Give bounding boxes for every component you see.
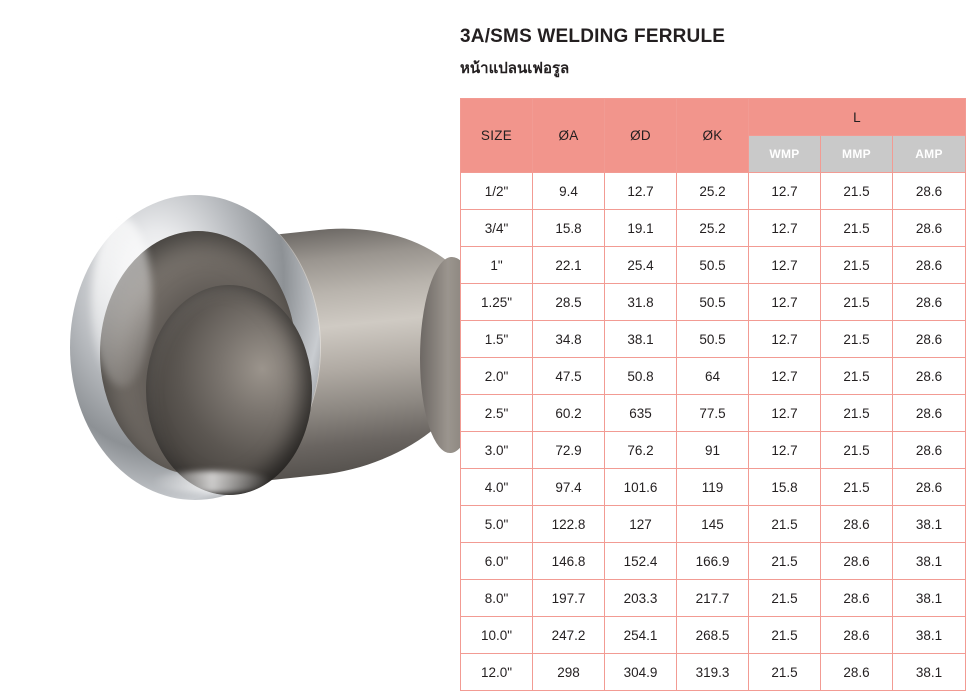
cell-mmp: 21.5 [821,395,893,432]
cell-wmp: 12.7 [749,247,821,284]
product-image [0,0,450,685]
cell-mmp: 28.6 [821,506,893,543]
cell-size: 1/2" [461,173,533,210]
column-header-l-group: L [749,99,966,136]
cell-od: 203.3 [605,580,677,617]
cell-ok: 217.7 [677,580,749,617]
cell-wmp: 12.7 [749,321,821,358]
cell-mmp: 21.5 [821,432,893,469]
cell-ok: 166.9 [677,543,749,580]
cell-amp: 28.6 [893,395,966,432]
cell-od: 152.4 [605,543,677,580]
cell-mmp: 21.5 [821,284,893,321]
cell-oa: 9.4 [533,173,605,210]
cell-od: 12.7 [605,173,677,210]
cell-od: 76.2 [605,432,677,469]
cell-size: 1" [461,247,533,284]
cell-wmp: 21.5 [749,580,821,617]
cell-wmp: 12.7 [749,173,821,210]
cell-ok: 50.5 [677,247,749,284]
cell-size: 12.0" [461,654,533,691]
cell-oa: 22.1 [533,247,605,284]
cell-mmp: 28.6 [821,580,893,617]
cell-oa: 97.4 [533,469,605,506]
cell-od: 635 [605,395,677,432]
cell-wmp: 21.5 [749,543,821,580]
cell-size: 3/4" [461,210,533,247]
content-column [460,0,977,685]
cell-mmp: 28.6 [821,617,893,654]
cell-ok: 64 [677,358,749,395]
table-row [461,395,966,432]
ferrule-bore [146,285,312,495]
cell-amp: 28.6 [893,284,966,321]
cell-wmp: 12.7 [749,358,821,395]
cell-size: 2.5" [461,395,533,432]
table-header-row-1 [461,99,966,136]
column-header-amp: AMP [893,136,966,173]
cell-od: 127 [605,506,677,543]
cell-amp: 38.1 [893,617,966,654]
cell-amp: 38.1 [893,580,966,617]
table-head [461,99,966,173]
cell-ok: 268.5 [677,617,749,654]
cell-amp: 28.6 [893,173,966,210]
table-row [461,432,966,469]
cell-wmp: 12.7 [749,432,821,469]
cell-oa: 60.2 [533,395,605,432]
cell-amp: 38.1 [893,654,966,691]
cell-od: 101.6 [605,469,677,506]
column-header-mmp: MMP [821,136,893,173]
table-row [461,173,966,210]
cell-od: 38.1 [605,321,677,358]
cell-ok: 77.5 [677,395,749,432]
cell-size: 10.0" [461,617,533,654]
column-header-od: ØD [605,99,677,173]
cell-mmp: 28.6 [821,543,893,580]
page-title: 3A/SMS WELDING FERRULE [460,26,726,47]
table-row [461,543,966,580]
cell-amp: 28.6 [893,210,966,247]
cell-oa: 47.5 [533,358,605,395]
cell-wmp: 12.7 [749,284,821,321]
cell-wmp: 15.8 [749,469,821,506]
table-row [461,617,966,654]
cell-od: 19.1 [605,210,677,247]
table-row [461,506,966,543]
cell-ok: 50.5 [677,284,749,321]
table-row [461,321,966,358]
cell-wmp: 21.5 [749,654,821,691]
table-row [461,358,966,395]
cell-od: 254.1 [605,617,677,654]
cell-oa: 197.7 [533,580,605,617]
cell-size: 4.0" [461,469,533,506]
cell-ok: 145 [677,506,749,543]
cell-amp: 28.6 [893,247,966,284]
cell-mmp: 21.5 [821,210,893,247]
cell-ok: 91 [677,432,749,469]
cell-wmp: 12.7 [749,395,821,432]
cell-oa: 247.2 [533,617,605,654]
cell-amp: 38.1 [893,543,966,580]
cell-mmp: 21.5 [821,173,893,210]
column-header-wmp: WMP [749,136,821,173]
table-body [461,173,966,691]
cell-od: 304.9 [605,654,677,691]
cell-size: 1.5" [461,321,533,358]
ferrule-illustration [60,185,440,515]
cell-amp: 28.6 [893,432,966,469]
cell-size: 3.0" [461,432,533,469]
specification-table [460,98,966,691]
cell-od: 25.4 [605,247,677,284]
table-row [461,284,966,321]
cell-oa: 72.9 [533,432,605,469]
cell-amp: 28.6 [893,469,966,506]
cell-ok: 319.3 [677,654,749,691]
cell-amp: 28.6 [893,321,966,358]
cell-mmp: 21.5 [821,358,893,395]
cell-oa: 34.8 [533,321,605,358]
cell-oa: 28.5 [533,284,605,321]
cell-oa: 15.8 [533,210,605,247]
cell-ok: 50.5 [677,321,749,358]
cell-oa: 146.8 [533,543,605,580]
column-header-size: SIZE [461,99,533,173]
table-row [461,247,966,284]
cell-mmp: 28.6 [821,654,893,691]
ferrule-flange [70,195,320,500]
cell-size: 5.0" [461,506,533,543]
cell-oa: 298 [533,654,605,691]
cell-ok: 119 [677,469,749,506]
cell-wmp: 21.5 [749,506,821,543]
cell-amp: 38.1 [893,506,966,543]
cell-od: 31.8 [605,284,677,321]
cell-mmp: 21.5 [821,469,893,506]
page-subtitle: หน้าแปลนเฟอรูล [460,60,570,77]
cell-wmp: 21.5 [749,617,821,654]
cell-mmp: 21.5 [821,321,893,358]
cell-size: 1.25" [461,284,533,321]
cell-ok: 25.2 [677,173,749,210]
cell-wmp: 12.7 [749,210,821,247]
specular-highlight-bottom [152,471,272,493]
cell-size: 8.0" [461,580,533,617]
cell-mmp: 21.5 [821,247,893,284]
cell-size: 6.0" [461,543,533,580]
table-row [461,210,966,247]
table-row [461,580,966,617]
table-row [461,469,966,506]
specular-highlight-left [92,217,152,387]
cell-amp: 28.6 [893,358,966,395]
cell-oa: 122.8 [533,506,605,543]
cell-ok: 25.2 [677,210,749,247]
column-header-oa: ØA [533,99,605,173]
column-header-ok: ØK [677,99,749,173]
cell-od: 50.8 [605,358,677,395]
cell-size: 2.0" [461,358,533,395]
